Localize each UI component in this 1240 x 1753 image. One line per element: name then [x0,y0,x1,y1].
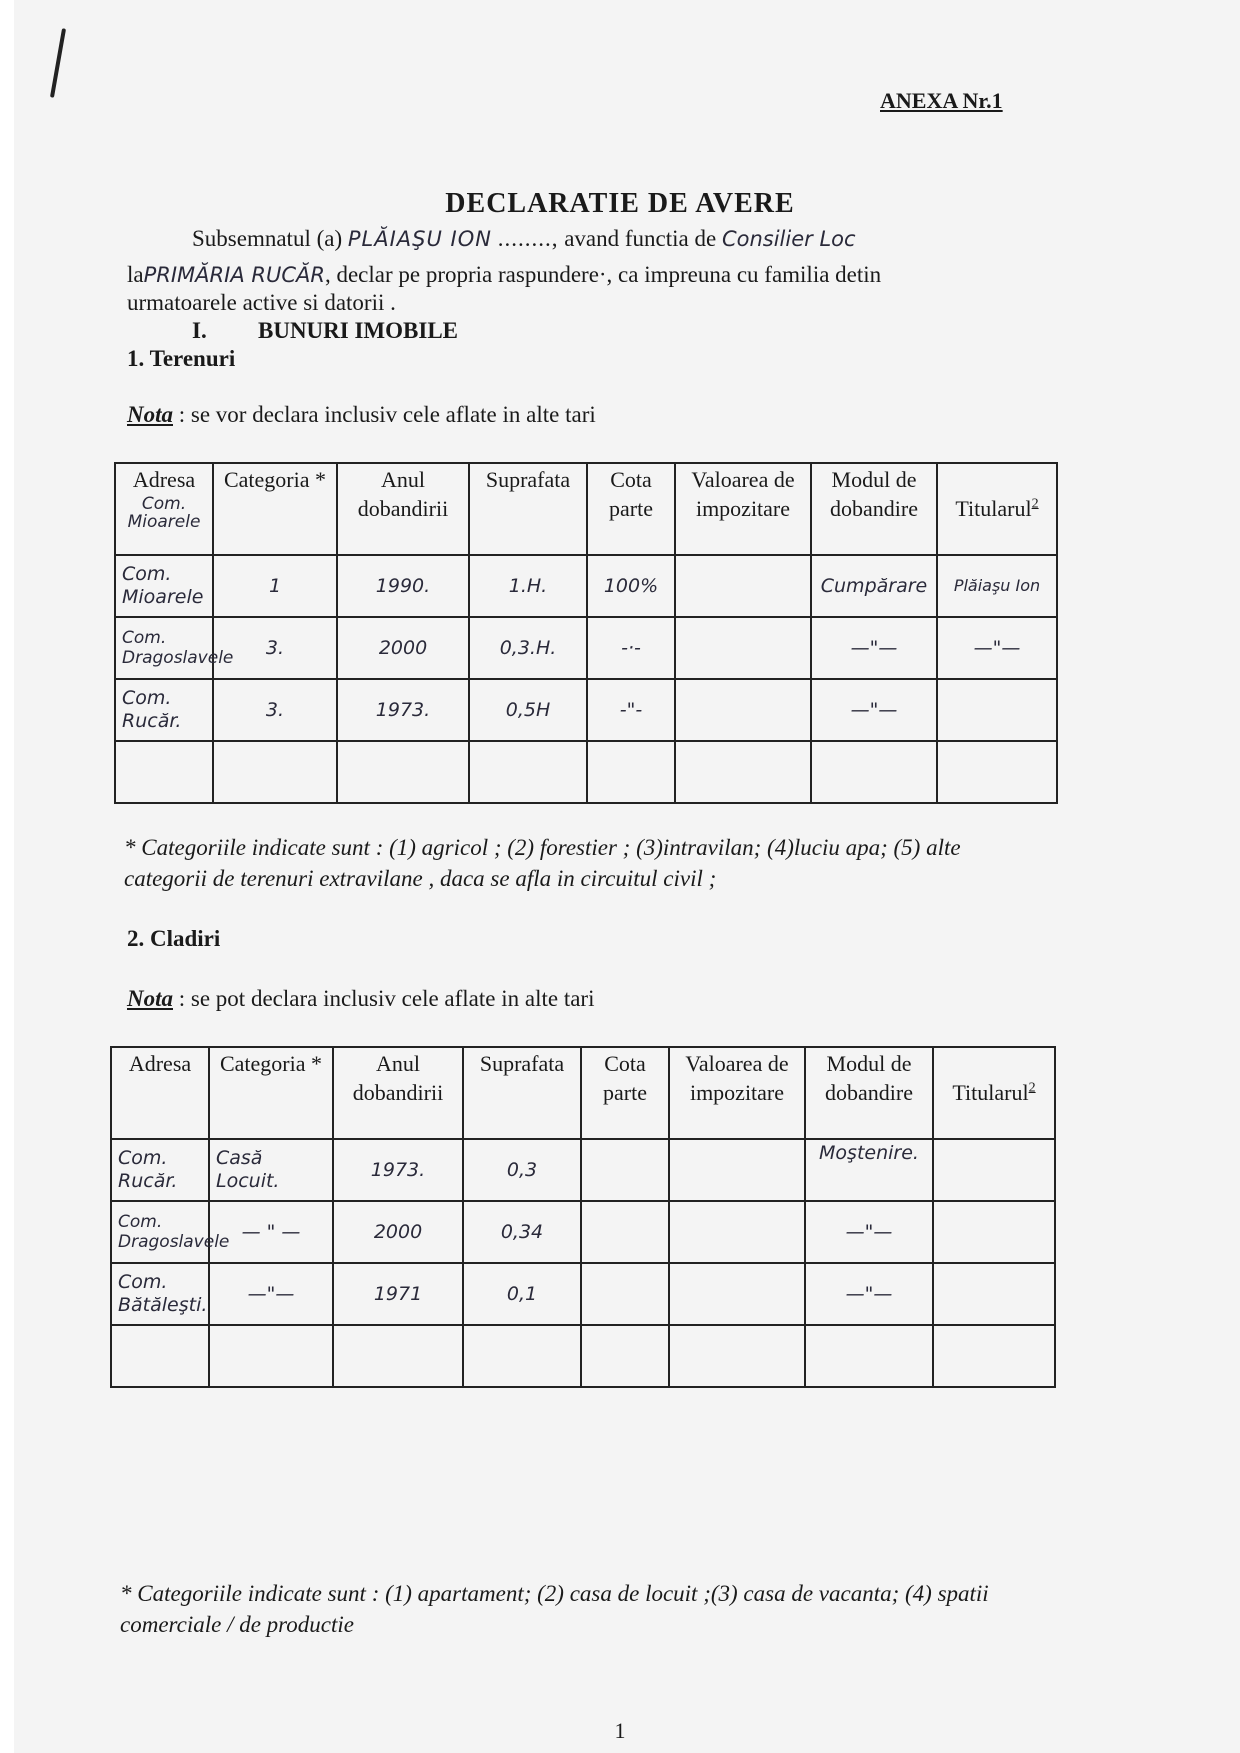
terenuri-table [114,462,1058,804]
header-suprafata: Suprafata [463,1047,581,1139]
nota-label: Nota [127,986,173,1011]
table-row [115,741,1057,803]
la-label: la [127,262,144,287]
header-titularul: Titularul$^2$ [933,1047,1055,1139]
header-categoria: Categoria * [213,463,337,555]
table-row: Com. Rucăr. Casă Locuit. 1973. 0,3 Moştenire. [111,1139,1055,1201]
intro-line-2 [127,262,881,288]
table-row [111,1325,1055,1387]
section-title: BUNURI IMOBILE [258,318,459,343]
header-valoarea: Valoarea de impozitare [669,1047,805,1139]
declar-text: , declar pe propria raspundere·, ca impreuna cu familia detin [324,262,882,287]
cladiri-heading: 2. Cladiri [127,926,221,951]
header-valoarea: Valoarea de impozitare [675,463,811,555]
page-number: 1 [614,1718,626,1743]
table-row: Com. Rucăr. 3. 1973. 0,5H -"- —"— [115,679,1057,741]
header-adresa-handwriting: Com. Mioarele [127,493,201,533]
intro-line-3: urmatoarele active si datorii . [127,290,396,315]
cladiri-table [110,1046,1056,1388]
intro-line-1 [192,226,856,252]
header-categoria: Categoria * [209,1047,333,1139]
name-dots: ........, [497,226,559,251]
cladiri-nota [127,986,594,1012]
subsemnatul-label: Subsemnatul (a) [192,226,343,251]
header-modul: Modul de dobandire [805,1047,933,1139]
header-anul: Anul dobandirii [337,463,469,555]
terenuri-header-row [115,463,1057,555]
nota-label: Nota [127,402,173,427]
header-modul: Modul de dobandire [811,463,937,555]
functia-label: avand functia de [564,226,717,251]
document-title: DECLARATIE DE AVERE [445,188,795,219]
table-row: Com. Dragoslavele 3. 2000 0,3.H. -·- —"— —"— [115,617,1057,679]
header-titularul: Titularul$^2$ [937,463,1057,555]
nota-text: : se vor declara inclusiv cele aflate in alte tari [173,402,596,427]
header-adresa: Adresa [111,1047,209,1139]
nota-text: : se pot declara inclusiv cele aflate in alte tari [173,986,595,1011]
declarant-name: PLĂIAŞU ION [347,227,492,251]
terenuri-heading: 1. Terenuri [127,346,236,371]
header-adresa: Adresa Com. Mioarele [115,463,213,555]
cladiri-footnote: * Categoriile indicate sunt : (1) apartament; (2) casa de locuit ;(3) casa de vacanta; (4) spatii comerciale / de productie [120,1581,989,1638]
header-suprafata: Suprafata [469,463,587,555]
section-number: I. [192,318,207,343]
table-row: Com. Dragoslavele — " — 2000 0,34 —"— [111,1201,1055,1263]
header-cota: Cota parte [587,463,675,555]
functia-value: Consilier Loc [721,227,856,251]
terenuri-footnote: * Categoriile indicate sunt : (1) agricol ; (2) forestier ; (3)intravilan; (4)luciu apa; (5) alte categorii de terenuri extravilane , daca se afla in circuitul civil ; [124,835,961,892]
annex-label: ANEXA Nr.1 [880,88,1003,113]
cladiri-header-row [111,1047,1055,1139]
table-row: Com. Bătăleşti. —"— 1971 0,1 —"— [111,1263,1055,1325]
header-anul: Anul dobandirii [333,1047,463,1139]
terenuri-nota [127,402,596,428]
institution-value: PRIMĂRIA RUCĂR [143,263,325,287]
table-row: Com. Mioarele 1 1990. 1.H. 100% Cumpărare Plăiaşu Ion [115,555,1057,617]
margin-pen-mark [50,28,66,98]
header-cota: Cota parte [581,1047,669,1139]
